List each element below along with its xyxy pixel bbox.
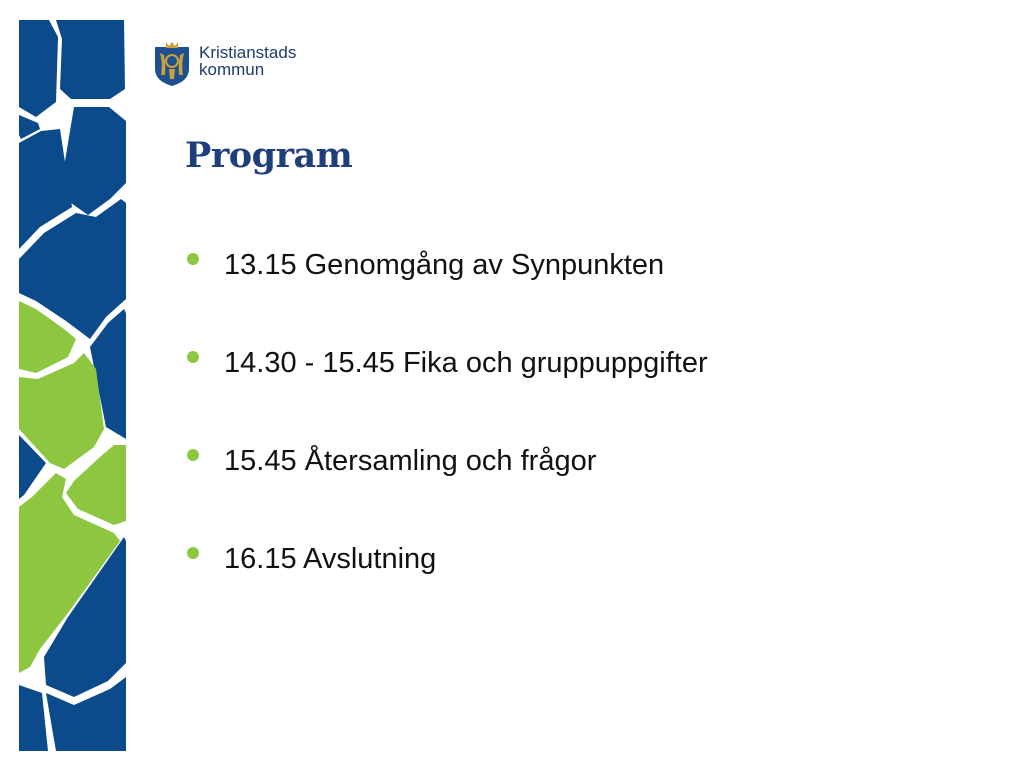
agenda-item-text: 16.15 Avslutning bbox=[224, 543, 437, 575]
mosaic-stone bbox=[19, 20, 58, 117]
bullet-dot-icon bbox=[187, 253, 199, 265]
bullet-dot-icon bbox=[187, 547, 199, 559]
bullet-dot-icon bbox=[187, 351, 199, 363]
logo-line-1: Kristianstads bbox=[199, 43, 297, 62]
decorative-mosaic bbox=[16, 17, 128, 751]
municipal-crest-icon bbox=[152, 41, 192, 87]
logo-line-2: kommun bbox=[199, 60, 265, 79]
agenda-item-text: 15.45 Återsamling och frågor bbox=[224, 445, 597, 477]
logo-wordmark bbox=[199, 44, 296, 78]
mosaic-stone bbox=[56, 20, 125, 99]
agenda-item-text: 13.15 Genomgång av Synpunkten bbox=[224, 249, 665, 281]
agenda-item-text: 14.30 - 15.45 Fika och gruppuppgifter bbox=[224, 347, 708, 379]
slide-title: Program bbox=[185, 135, 353, 176]
bullet-dot-icon bbox=[187, 449, 199, 461]
municipality-logo bbox=[152, 41, 302, 89]
